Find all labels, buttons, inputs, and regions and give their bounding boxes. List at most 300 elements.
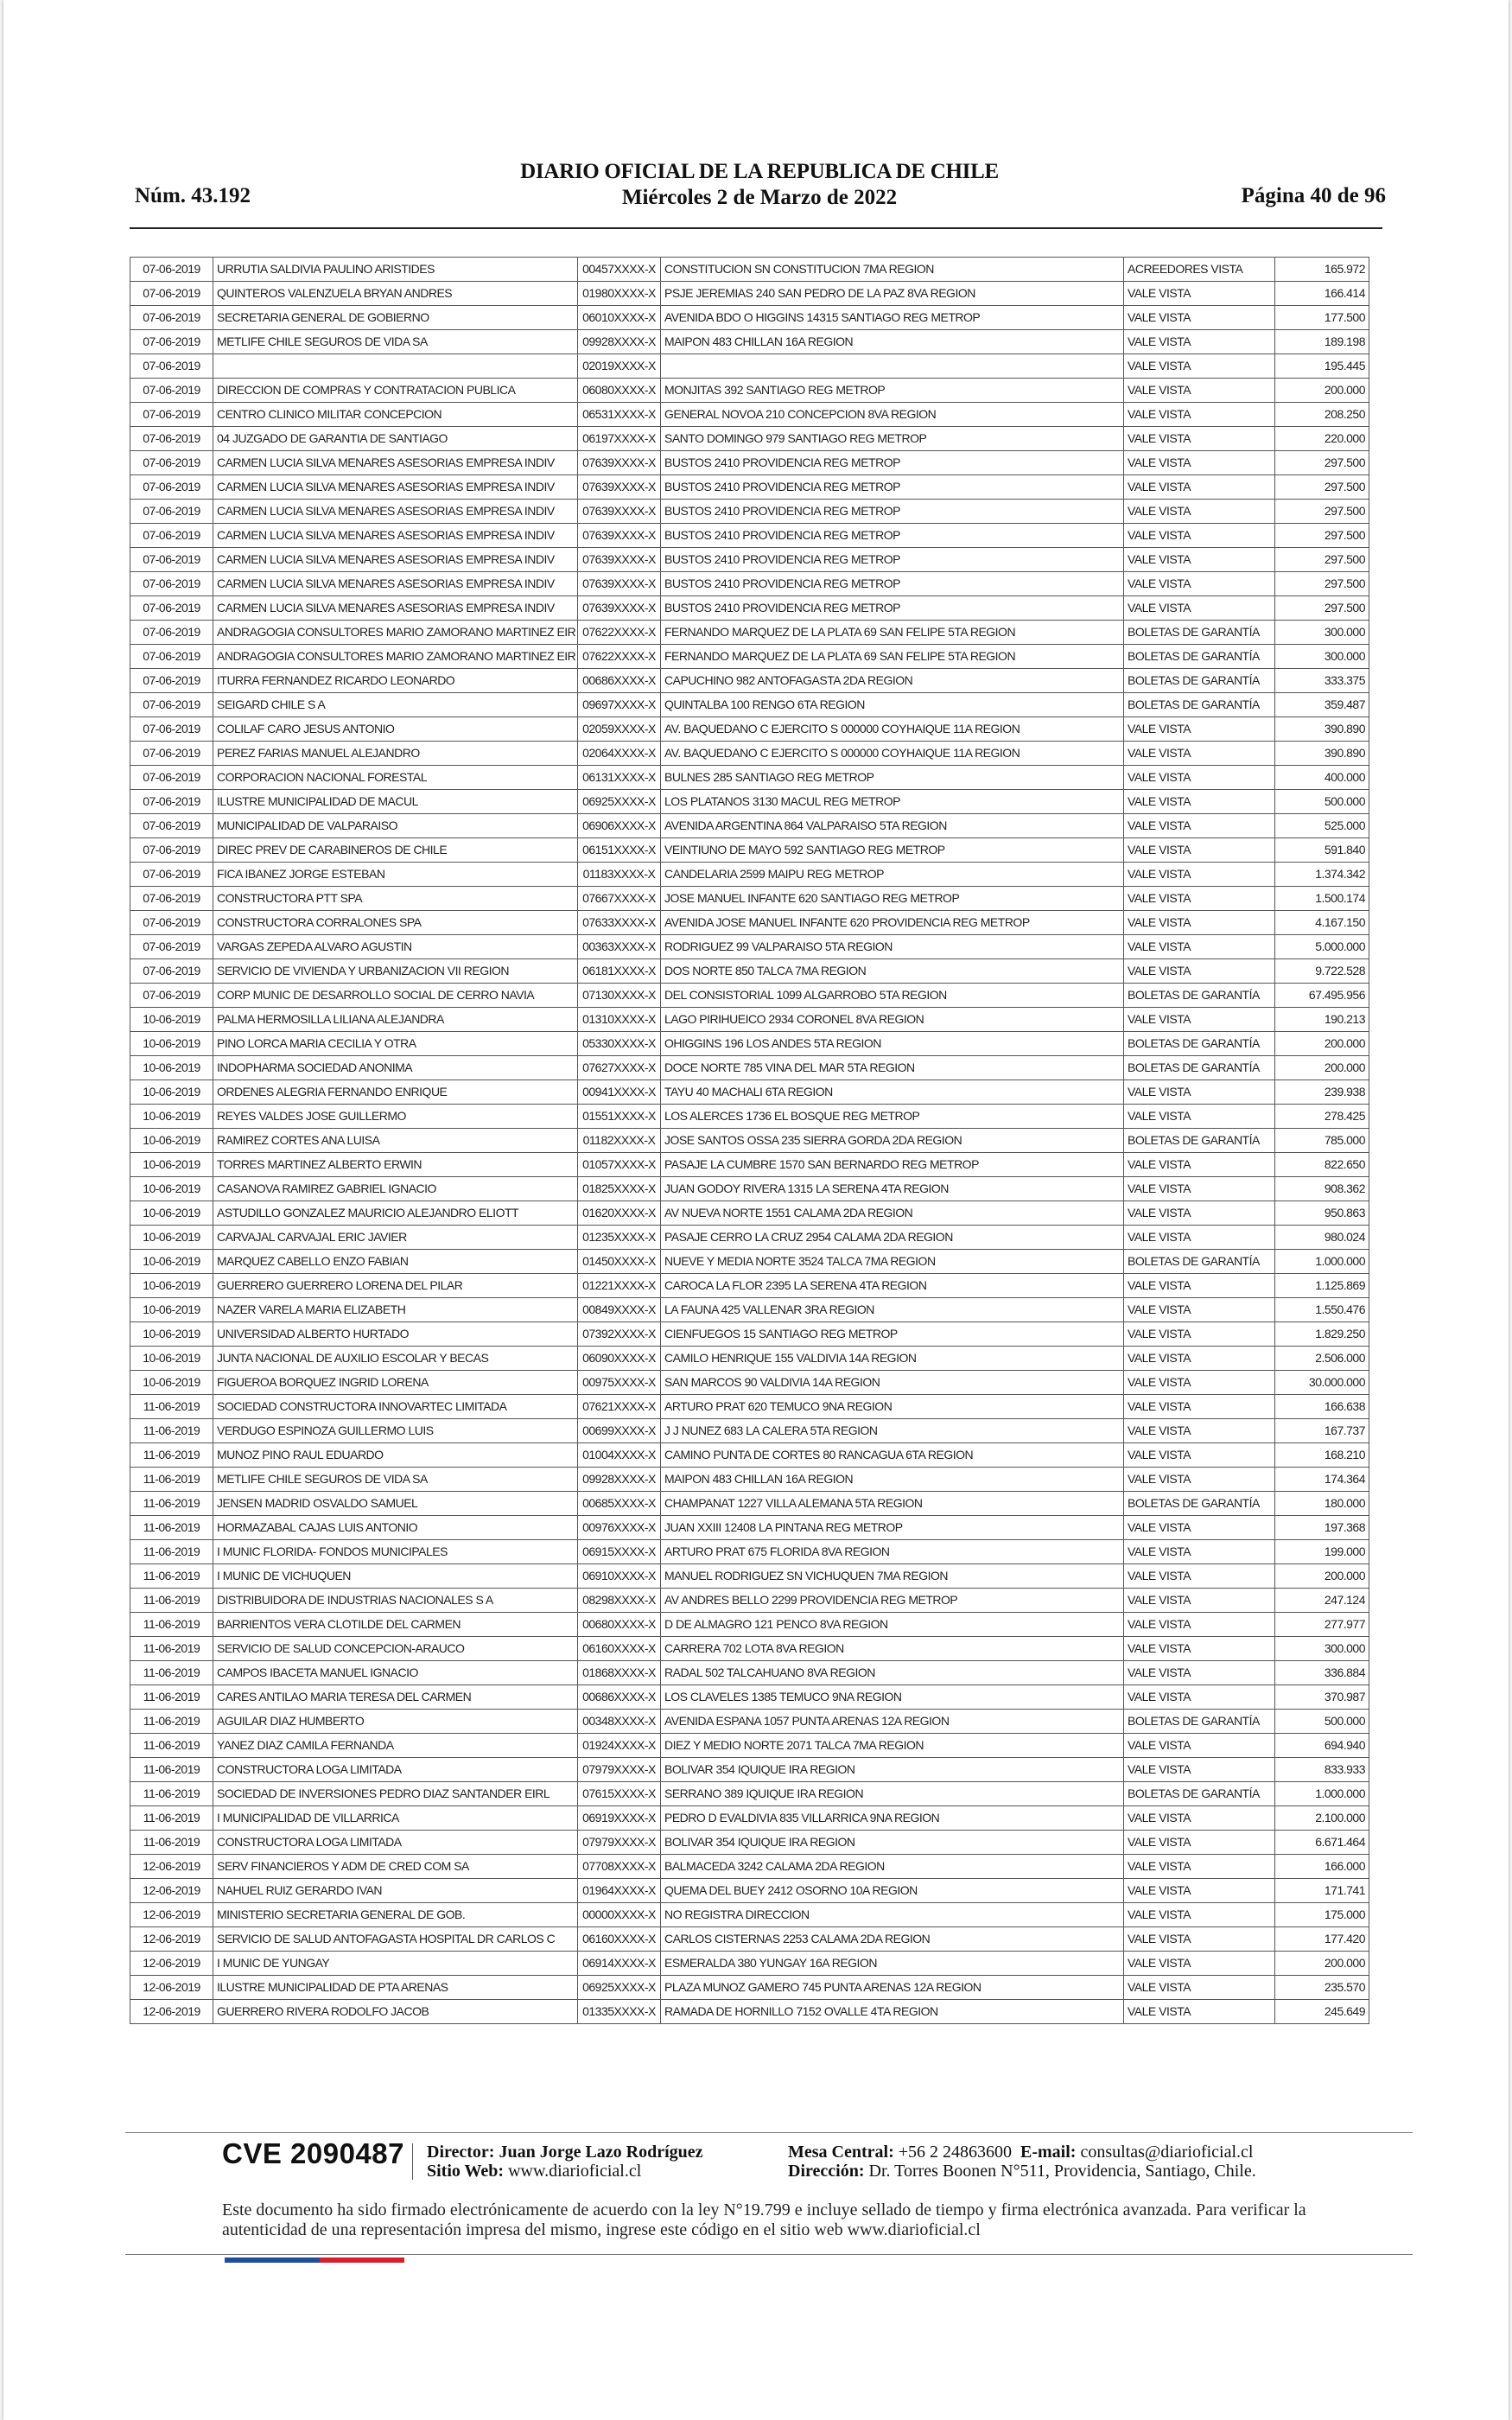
name-cell: METLIFE CHILE SEGUROS DE VIDA SA <box>213 1468 578 1492</box>
name-cell: CARMEN LUCIA SILVA MENARES ASESORIAS EMPRESA INDIV <box>213 572 578 596</box>
name-cell: HORMAZABAL CAJAS LUIS ANTONIO <box>213 1516 578 1540</box>
table-row <box>130 1589 1369 1613</box>
table-row <box>130 2000 1369 2024</box>
rut-cell: 05330XXXX-X <box>578 1032 661 1056</box>
address-cell: AV ANDRES BELLO 2299 PROVIDENCIA REG METROP <box>661 1589 1124 1613</box>
address-label: Dirección: <box>788 2162 865 2181</box>
rut-cell: 01924XXXX-X <box>578 1734 661 1758</box>
date-cell: 11-06-2019 <box>130 1734 213 1758</box>
name-cell: NAZER VARELA MARIA ELIZABETH <box>213 1298 578 1322</box>
address-cell: PASAJE CERRO LA CRUZ 2954 CALAMA 2DA REGION <box>661 1226 1124 1250</box>
name-cell: SOCIEDAD CONSTRUCTORA INNOVARTEC LIMITADA <box>213 1395 578 1419</box>
name-cell: CASANOVA RAMIREZ GABRIEL IGNACIO <box>213 1177 578 1201</box>
type-cell: VALE VISTA <box>1124 1516 1275 1540</box>
rut-cell: 01183XXXX-X <box>578 863 661 887</box>
name-cell: PEREZ FARIAS MANUEL ALEJANDRO <box>213 742 578 766</box>
name-cell: I MUNIC DE YUNGAY <box>213 1952 578 1976</box>
type-cell: VALE VISTA <box>1124 1226 1275 1250</box>
date-cell: 07-06-2019 <box>130 379 213 403</box>
type-cell: BOLETAS DE GARANTÍA <box>1124 669 1275 693</box>
rut-cell: 02059XXXX-X <box>578 717 661 742</box>
rut-cell: 00976XXXX-X <box>578 1516 661 1540</box>
address-cell: LOS PLATANOS 3130 MACUL REG METROP <box>661 790 1124 814</box>
name-cell: JUNTA NACIONAL DE AUXILIO ESCOLAR Y BECAS <box>213 1347 578 1371</box>
address-cell: CARLOS CISTERNAS 2253 CALAMA 2DA REGION <box>661 1927 1124 1952</box>
amount-cell: 297.500 <box>1275 451 1369 475</box>
type-cell: VALE VISTA <box>1124 475 1275 500</box>
issue-number: Núm. 43.192 <box>135 184 251 207</box>
address-cell: PEDRO D EVALDIVIA 835 VILLARRICA 9NA REGION <box>661 1806 1124 1831</box>
date-cell: 10-06-2019 <box>130 1250 213 1274</box>
rut-cell: 07979XXXX-X <box>578 1831 661 1855</box>
date-cell: 07-06-2019 <box>130 645 213 669</box>
name-cell: VARGAS ZEPEDA ALVARO AGUSTIN <box>213 935 578 959</box>
amount-cell: 180.000 <box>1275 1492 1369 1516</box>
type-cell: BOLETAS DE GARANTÍA <box>1124 1710 1275 1734</box>
date-cell: 07-06-2019 <box>130 330 213 354</box>
amount-cell: 235.570 <box>1275 1976 1369 2000</box>
type-cell: VALE VISTA <box>1124 1008 1275 1032</box>
amount-cell: 1.550.476 <box>1275 1298 1369 1322</box>
table-row <box>130 742 1369 766</box>
address-cell: MAIPON 483 CHILLAN 16A REGION <box>661 1468 1124 1492</box>
legal-notice: Este documento ha sido firmado electrónicamente de acuerdo con la ley N°19.799 e incluye sellado de tiempo y firma electrónica avanzada. Para verificar la autenticidad de una representación impresa del mismo, ingrese este código en el sitio web www.diarioficial.cl <box>222 2200 1306 2239</box>
flag-stripe <box>225 2258 404 2263</box>
name-cell: BARRIENTOS VERA CLOTILDE DEL CARMEN <box>213 1613 578 1637</box>
address-cell: PLAZA MUNOZ GAMERO 745 PUNTA ARENAS 12A REGION <box>661 1976 1124 2000</box>
rut-cell: 06915XXXX-X <box>578 1540 661 1564</box>
amount-cell: 694.940 <box>1275 1734 1369 1758</box>
type-cell: VALE VISTA <box>1124 911 1275 935</box>
rut-cell: 07708XXXX-X <box>578 1855 661 1879</box>
rut-cell: 06151XXXX-X <box>578 838 661 863</box>
table-row <box>130 669 1369 693</box>
rut-cell: 07639XXXX-X <box>578 596 661 621</box>
name-cell: PALMA HERMOSILLA LILIANA ALEJANDRA <box>213 1008 578 1032</box>
date-cell: 11-06-2019 <box>130 1419 213 1443</box>
type-cell: VALE VISTA <box>1124 1105 1275 1129</box>
email-label: E-mail: <box>1020 2143 1077 2162</box>
type-cell: VALE VISTA <box>1124 766 1275 790</box>
date-cell: 10-06-2019 <box>130 1056 213 1080</box>
table-row <box>130 1129 1369 1153</box>
date-cell: 07-06-2019 <box>130 500 213 524</box>
address-cell: OHIGGINS 196 LOS ANDES 5TA REGION <box>661 1032 1124 1056</box>
amount-cell: 1.000.000 <box>1275 1782 1369 1806</box>
type-cell: BOLETAS DE GARANTÍA <box>1124 1032 1275 1056</box>
name-cell: CONSTRUCTORA LOGA LIMITADA <box>213 1831 578 1855</box>
table-row <box>130 1177 1369 1201</box>
date-cell: 11-06-2019 <box>130 1468 213 1492</box>
type-cell: VALE VISTA <box>1124 1976 1275 2000</box>
amount-cell: 390.890 <box>1275 742 1369 766</box>
web-link[interactable]: www.diarioficial.cl <box>508 2162 642 2181</box>
table-row <box>130 1419 1369 1443</box>
type-cell: VALE VISTA <box>1124 814 1275 838</box>
address-cell: BUSTOS 2410 PROVIDENCIA REG METROP <box>661 475 1124 500</box>
records-table <box>130 257 1369 2024</box>
address-cell: VEINTIUNO DE MAYO 592 SANTIAGO REG METROP <box>661 838 1124 863</box>
table-row <box>130 1492 1369 1516</box>
amount-cell: 1.829.250 <box>1275 1322 1369 1347</box>
date-cell: 07-06-2019 <box>130 306 213 330</box>
date-cell: 11-06-2019 <box>130 1831 213 1855</box>
address-cell: BUSTOS 2410 PROVIDENCIA REG METROP <box>661 596 1124 621</box>
table-row <box>130 1952 1369 1976</box>
name-cell: MUNOZ PINO RAUL EDUARDO <box>213 1443 578 1468</box>
date-cell: 11-06-2019 <box>130 1710 213 1734</box>
name-cell: CARMEN LUCIA SILVA MENARES ASESORIAS EMPRESA INDIV <box>213 475 578 500</box>
type-cell: VALE VISTA <box>1124 500 1275 524</box>
table-row <box>130 1008 1369 1032</box>
email-link[interactable]: consultas@diarioficial.cl <box>1080 2143 1254 2162</box>
amount-cell: 333.375 <box>1275 669 1369 693</box>
amount-cell: 168.210 <box>1275 1443 1369 1468</box>
rut-cell: 06181XXXX-X <box>578 959 661 984</box>
address-cell: ARTURO PRAT 675 FLORIDA 8VA REGION <box>661 1540 1124 1564</box>
amount-cell: 1.374.342 <box>1275 863 1369 887</box>
rut-cell: 06160XXXX-X <box>578 1637 661 1661</box>
type-cell: VALE VISTA <box>1124 1734 1275 1758</box>
table-row <box>130 1806 1369 1831</box>
footer-contact-block <box>788 2143 1256 2181</box>
date-cell: 11-06-2019 <box>130 1443 213 1468</box>
date-cell: 07-06-2019 <box>130 863 213 887</box>
date-cell: 11-06-2019 <box>130 1685 213 1710</box>
amount-cell: 175.000 <box>1275 1903 1369 1927</box>
bottom-rule <box>125 2254 1413 2255</box>
table-row <box>130 306 1369 330</box>
amount-cell: 6.671.464 <box>1275 1831 1369 1855</box>
rut-cell: 01235XXXX-X <box>578 1226 661 1250</box>
address-cell: DIEZ Y MEDIO NORTE 2071 TALCA 7MA REGION <box>661 1734 1124 1758</box>
amount-cell: 174.364 <box>1275 1468 1369 1492</box>
table-row <box>130 572 1369 596</box>
date-cell: 10-06-2019 <box>130 1226 213 1250</box>
table-row <box>130 427 1369 451</box>
footer-director-block <box>427 2143 703 2181</box>
rut-cell: 06925XXXX-X <box>578 1976 661 2000</box>
date-cell: 12-06-2019 <box>130 1903 213 1927</box>
name-cell: CONSTRUCTORA PTT SPA <box>213 887 578 911</box>
table-row <box>130 790 1369 814</box>
table-row <box>130 1855 1369 1879</box>
amount-cell: 277.977 <box>1275 1613 1369 1637</box>
address-cell: ARTURO PRAT 620 TEMUCO 9NA REGION <box>661 1395 1124 1419</box>
amount-cell: 200.000 <box>1275 1032 1369 1056</box>
type-cell: VALE VISTA <box>1124 2000 1275 2024</box>
date-cell: 11-06-2019 <box>130 1395 213 1419</box>
type-cell: VALE VISTA <box>1124 1564 1275 1589</box>
type-cell: VALE VISTA <box>1124 306 1275 330</box>
type-cell: VALE VISTA <box>1124 1637 1275 1661</box>
name-cell: FIGUEROA BORQUEZ INGRID LORENA <box>213 1371 578 1395</box>
address-cell: D DE ALMAGRO 121 PENCO 8VA REGION <box>661 1613 1124 1637</box>
table-row <box>130 1782 1369 1806</box>
address-cell: JUAN GODOY RIVERA 1315 LA SERENA 4TA REGION <box>661 1177 1124 1201</box>
name-cell: MINISTERIO SECRETARIA GENERAL DE GOB. <box>213 1903 578 1927</box>
name-cell: VERDUGO ESPINOZA GUILLERMO LUIS <box>213 1419 578 1443</box>
amount-cell: 908.362 <box>1275 1177 1369 1201</box>
name-cell: CENTRO CLINICO MILITAR CONCEPCION <box>213 403 578 427</box>
amount-cell: 297.500 <box>1275 475 1369 500</box>
director-label: Director: <box>427 2143 495 2162</box>
table-row <box>130 1443 1369 1468</box>
amount-cell: 4.167.150 <box>1275 911 1369 935</box>
type-cell: VALE VISTA <box>1124 887 1275 911</box>
address-cell: DOCE NORTE 785 VINA DEL MAR 5TA REGION <box>661 1056 1124 1080</box>
type-cell: VALE VISTA <box>1124 1395 1275 1419</box>
amount-cell: 200.000 <box>1275 1564 1369 1589</box>
type-cell: VALE VISTA <box>1124 1274 1275 1298</box>
address-cell: BUSTOS 2410 PROVIDENCIA REG METROP <box>661 572 1124 596</box>
address-cell: QUINTALBA 100 RENGO 6TA REGION <box>661 693 1124 717</box>
type-cell: VALE VISTA <box>1124 1927 1275 1952</box>
table-row <box>130 354 1369 379</box>
address-cell: MAIPON 483 CHILLAN 16A REGION <box>661 330 1124 354</box>
date-cell: 12-06-2019 <box>130 1879 213 1903</box>
table-row <box>130 282 1369 306</box>
date-cell: 11-06-2019 <box>130 1758 213 1782</box>
address-cell: JUAN XXIII 12408 LA PINTANA REG METROP <box>661 1516 1124 1540</box>
rut-cell: 07633XXXX-X <box>578 911 661 935</box>
amount-cell: 166.638 <box>1275 1395 1369 1419</box>
rut-cell: 01825XXXX-X <box>578 1177 661 1201</box>
table-row <box>130 1685 1369 1710</box>
address-cell: TAYU 40 MACHALI 6TA REGION <box>661 1080 1124 1105</box>
table-row <box>130 1153 1369 1177</box>
type-cell: VALE VISTA <box>1124 596 1275 621</box>
name-cell: SERVICIO DE VIVIENDA Y URBANIZACION VII REGION <box>213 959 578 984</box>
date-cell: 07-06-2019 <box>130 669 213 693</box>
date-cell: 07-06-2019 <box>130 403 213 427</box>
name-cell: CONSTRUCTORA LOGA LIMITADA <box>213 1758 578 1782</box>
address-cell: LA FAUNA 425 VALLENAR 3RA REGION <box>661 1298 1124 1322</box>
name-cell: REYES VALDES JOSE GUILLERMO <box>213 1105 578 1129</box>
table-row <box>130 863 1369 887</box>
amount-cell: 200.000 <box>1275 1056 1369 1080</box>
type-cell: VALE VISTA <box>1124 1758 1275 1782</box>
type-cell: VALE VISTA <box>1124 1080 1275 1105</box>
amount-cell: 166.000 <box>1275 1855 1369 1879</box>
rut-cell: 00685XXXX-X <box>578 1492 661 1516</box>
amount-cell: 177.420 <box>1275 1927 1369 1952</box>
type-cell: VALE VISTA <box>1124 1419 1275 1443</box>
amount-cell: 278.425 <box>1275 1105 1369 1129</box>
name-cell: CARMEN LUCIA SILVA MENARES ASESORIAS EMPRESA INDIV <box>213 524 578 548</box>
table-row <box>130 645 1369 669</box>
rut-cell: 07639XXXX-X <box>578 475 661 500</box>
amount-cell: 297.500 <box>1275 524 1369 548</box>
address-cell: SANTO DOMINGO 979 SANTIAGO REG METROP <box>661 427 1124 451</box>
amount-cell: 500.000 <box>1275 1710 1369 1734</box>
rut-cell: 06010XXXX-X <box>578 306 661 330</box>
table-row <box>130 451 1369 475</box>
name-cell: URRUTIA SALDIVIA PAULINO ARISTIDES <box>213 258 578 282</box>
rut-cell: 06090XXXX-X <box>578 1347 661 1371</box>
name-cell: FICA IBANEZ JORGE ESTEBAN <box>213 863 578 887</box>
address-cell: BULNES 285 SANTIAGO REG METROP <box>661 766 1124 790</box>
name-cell: INDOPHARMA SOCIEDAD ANONIMA <box>213 1056 578 1080</box>
table-row <box>130 379 1369 403</box>
rut-cell: 02019XXXX-X <box>578 354 661 379</box>
rut-cell: 01620XXXX-X <box>578 1201 661 1226</box>
type-cell: VALE VISTA <box>1124 403 1275 427</box>
table-row <box>130 887 1369 911</box>
type-cell: VALE VISTA <box>1124 1153 1275 1177</box>
director-name: Juan Jorge Lazo Rodríguez <box>499 2143 703 2162</box>
amount-cell: 195.445 <box>1275 354 1369 379</box>
type-cell: VALE VISTA <box>1124 838 1275 863</box>
rut-cell: 06919XXXX-X <box>578 1806 661 1831</box>
table-row <box>130 621 1369 645</box>
name-cell: ILUSTRE MUNICIPALIDAD DE PTA ARENAS <box>213 1976 578 2000</box>
date-cell: 07-06-2019 <box>130 935 213 959</box>
amount-cell: 189.198 <box>1275 330 1369 354</box>
date-cell: 11-06-2019 <box>130 1564 213 1589</box>
table-row <box>130 1710 1369 1734</box>
type-cell: ACREEDORES VISTA <box>1124 258 1275 282</box>
amount-cell: 190.213 <box>1275 1008 1369 1032</box>
amount-cell: 297.500 <box>1275 500 1369 524</box>
name-cell: I MUNICIPALIDAD DE VILLARRICA <box>213 1806 578 1831</box>
name-cell: COLILAF CARO JESUS ANTONIO <box>213 717 578 742</box>
date-cell: 12-06-2019 <box>130 1855 213 1879</box>
amount-cell: 67.495.956 <box>1275 984 1369 1008</box>
table-row <box>130 1758 1369 1782</box>
rut-cell: 00457XXXX-X <box>578 258 661 282</box>
table-row <box>130 766 1369 790</box>
rut-cell: 01057XXXX-X <box>578 1153 661 1177</box>
rut-cell: 09928XXXX-X <box>578 330 661 354</box>
name-cell: PINO LORCA MARIA CECILIA Y OTRA <box>213 1032 578 1056</box>
amount-cell: 390.890 <box>1275 717 1369 742</box>
name-cell: I MUNIC FLORIDA- FONDOS MUNICIPALES <box>213 1540 578 1564</box>
publication-date: Miércoles 2 de Marzo de 2022 <box>621 186 898 209</box>
rut-cell: 06531XXXX-X <box>578 403 661 427</box>
rut-cell: 09928XXXX-X <box>578 1468 661 1492</box>
date-cell: 07-06-2019 <box>130 572 213 596</box>
type-cell: BOLETAS DE GARANTÍA <box>1124 645 1275 669</box>
table-row <box>130 814 1369 838</box>
name-cell: ITURRA FERNANDEZ RICARDO LEONARDO <box>213 669 578 693</box>
date-cell: 07-06-2019 <box>130 959 213 984</box>
type-cell: VALE VISTA <box>1124 1685 1275 1710</box>
address-cell: AVENIDA JOSE MANUEL INFANTE 620 PROVIDENCIA REG METROP <box>661 911 1124 935</box>
address-cell: J J NUNEZ 683 LA CALERA 5TA REGION <box>661 1419 1124 1443</box>
address-cell: DEL CONSISTORIAL 1099 ALGARROBO 5TA REGION <box>661 984 1124 1008</box>
address-cell: AVENIDA BDO O HIGGINS 14315 SANTIAGO REG METROP <box>661 306 1124 330</box>
table-row <box>130 911 1369 935</box>
type-cell: VALE VISTA <box>1124 1201 1275 1226</box>
amount-cell: 2.506.000 <box>1275 1347 1369 1371</box>
rut-cell: 01335XXXX-X <box>578 2000 661 2024</box>
rut-cell: 00686XXXX-X <box>578 669 661 693</box>
table-row <box>130 1613 1369 1637</box>
name-cell: METLIFE CHILE SEGUROS DE VIDA SA <box>213 330 578 354</box>
name-cell: DIREC PREV DE CARABINEROS DE CHILE <box>213 838 578 863</box>
table-row <box>130 984 1369 1008</box>
amount-cell: 297.500 <box>1275 596 1369 621</box>
name-cell: SECRETARIA GENERAL DE GOBIERNO <box>213 306 578 330</box>
amount-cell: 980.024 <box>1275 1226 1369 1250</box>
table-row <box>130 1347 1369 1371</box>
rut-cell: 02064XXXX-X <box>578 742 661 766</box>
publication-title: DIARIO OFICIAL DE LA REPUBLICA DE CHILE <box>520 160 999 183</box>
date-cell: 07-06-2019 <box>130 451 213 475</box>
rut-cell: 06197XXXX-X <box>578 427 661 451</box>
address-cell: PASAJE LA CUMBRE 1570 SAN BERNARDO REG METROP <box>661 1153 1124 1177</box>
rut-cell: 00849XXXX-X <box>578 1298 661 1322</box>
address-cell: CAMILO HENRIQUE 155 VALDIVIA 14A REGION <box>661 1347 1124 1371</box>
date-cell: 10-06-2019 <box>130 1153 213 1177</box>
address-cell: JOSE MANUEL INFANTE 620 SANTIAGO REG METROP <box>661 887 1124 911</box>
date-cell: 11-06-2019 <box>130 1613 213 1637</box>
rut-cell: 07639XXXX-X <box>578 524 661 548</box>
address-cell: BUSTOS 2410 PROVIDENCIA REG METROP <box>661 500 1124 524</box>
mesa-label: Mesa Central: <box>788 2143 894 2162</box>
rut-cell: 07392XXXX-X <box>578 1322 661 1347</box>
date-cell: 07-06-2019 <box>130 814 213 838</box>
amount-cell: 2.100.000 <box>1275 1806 1369 1831</box>
date-cell: 07-06-2019 <box>130 354 213 379</box>
address-cell: RADAL 502 TALCAHUANO 8VA REGION <box>661 1661 1124 1685</box>
name-cell: SOCIEDAD DE INVERSIONES PEDRO DIAZ SANTANDER EIRL <box>213 1782 578 1806</box>
page-number: Página 40 de 96 <box>1241 184 1386 207</box>
type-cell: VALE VISTA <box>1124 1806 1275 1831</box>
rut-cell: 06131XXXX-X <box>578 766 661 790</box>
name-cell: ILUSTRE MUNICIPALIDAD DE MACUL <box>213 790 578 814</box>
amount-cell: 833.933 <box>1275 1758 1369 1782</box>
name-cell: ANDRAGOGIA CONSULTORES MARIO ZAMORANO MARTINEZ EIR <box>213 645 578 669</box>
rut-cell: 09697XXXX-X <box>578 693 661 717</box>
name-cell: SERVICIO DE SALUD CONCEPCION-ARAUCO <box>213 1637 578 1661</box>
table-row <box>130 1080 1369 1105</box>
rut-cell: 07622XXXX-X <box>578 645 661 669</box>
date-cell: 12-06-2019 <box>130 1952 213 1976</box>
table-row <box>130 935 1369 959</box>
date-cell: 10-06-2019 <box>130 1032 213 1056</box>
amount-cell: 297.500 <box>1275 548 1369 572</box>
address-cell: JOSE SANTOS OSSA 235 SIERRA GORDA 2DA REGION <box>661 1129 1124 1153</box>
date-cell: 07-06-2019 <box>130 693 213 717</box>
page-header <box>133 160 1386 220</box>
table-row <box>130 1468 1369 1492</box>
type-cell: BOLETAS DE GARANTÍA <box>1124 1782 1275 1806</box>
address-cell: CHAMPANAT 1227 VILLA ALEMANA 5TA REGION <box>661 1492 1124 1516</box>
rut-cell: 01004XXXX-X <box>578 1443 661 1468</box>
table-row <box>130 1105 1369 1129</box>
footer-rule <box>125 2132 1413 2133</box>
name-cell: SERV FINANCIEROS Y ADM DE CRED COM SA <box>213 1855 578 1879</box>
table-row <box>130 548 1369 572</box>
address-cell: SERRANO 389 IQUIQUE IRA REGION <box>661 1782 1124 1806</box>
name-cell: 04 JUZGADO DE GARANTIA DE SANTIAGO <box>213 427 578 451</box>
date-cell: 10-06-2019 <box>130 1371 213 1395</box>
rut-cell: 01868XXXX-X <box>578 1661 661 1685</box>
type-cell: VALE VISTA <box>1124 572 1275 596</box>
amount-cell: 200.000 <box>1275 379 1369 403</box>
flag-blue-stripe <box>225 2258 320 2263</box>
table-row <box>130 1927 1369 1952</box>
amount-cell: 199.000 <box>1275 1540 1369 1564</box>
date-cell: 10-06-2019 <box>130 1347 213 1371</box>
rut-cell: 08298XXXX-X <box>578 1589 661 1613</box>
type-cell: VALE VISTA <box>1124 790 1275 814</box>
type-cell: VALE VISTA <box>1124 1879 1275 1903</box>
type-cell: VALE VISTA <box>1124 1903 1275 1927</box>
type-cell: VALE VISTA <box>1124 1540 1275 1564</box>
